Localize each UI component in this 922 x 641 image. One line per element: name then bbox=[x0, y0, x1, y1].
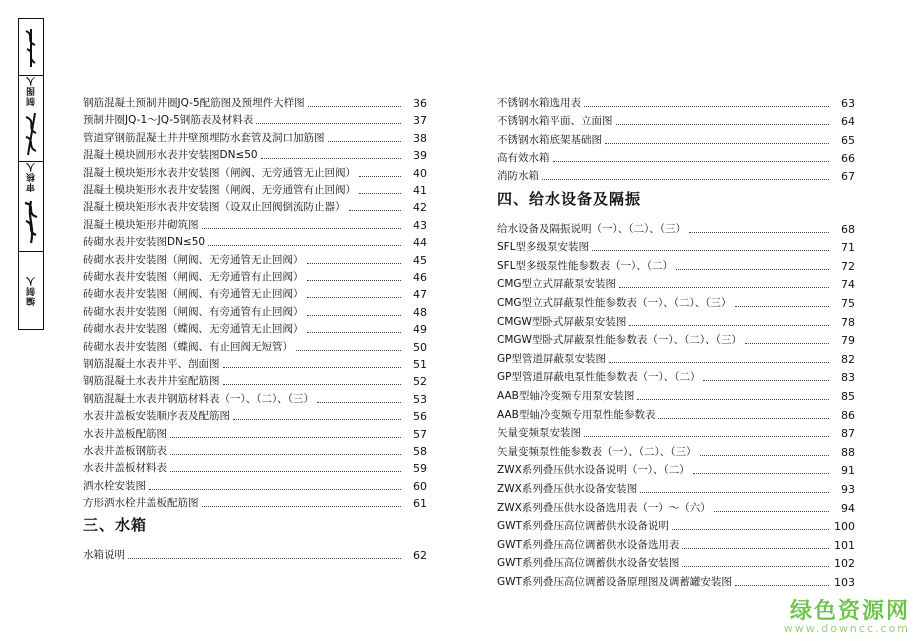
toc-entry-title: 消防水箱 bbox=[497, 170, 539, 183]
toc-entry[interactable] bbox=[497, 294, 855, 310]
toc-entry-page: 67 bbox=[841, 170, 855, 184]
dot-leader bbox=[609, 362, 829, 363]
toc-entry[interactable] bbox=[497, 149, 855, 165]
toc-entry-title: CMGW型卧式屏蔽泵性能参数表（一）、（二）、（三） bbox=[497, 334, 742, 347]
dot-leader bbox=[703, 380, 829, 381]
toc-entry[interactable] bbox=[497, 554, 855, 570]
toc-entry-title: 钢筋混凝土预制井圈JQ-5配筋图及预埋件大样图 bbox=[83, 97, 305, 109]
toc-entry[interactable] bbox=[83, 94, 427, 110]
toc-entry[interactable] bbox=[83, 164, 427, 180]
toc-entry[interactable] bbox=[83, 355, 427, 371]
dot-leader bbox=[307, 332, 402, 333]
toc-entry[interactable] bbox=[497, 461, 855, 477]
toc-entry[interactable] bbox=[83, 233, 427, 249]
toc-entry-page: 52 bbox=[413, 375, 427, 389]
toc-entry[interactable] bbox=[497, 443, 855, 459]
dot-leader bbox=[233, 419, 401, 420]
dot-leader bbox=[592, 250, 829, 251]
toc-entry-page: 58 bbox=[413, 445, 427, 458]
toc-entry-title: GP型管道屏蔽电泵性能参数表（一）、（二） bbox=[497, 371, 701, 384]
dot-leader bbox=[170, 471, 401, 472]
toc-entry-page: 74 bbox=[841, 278, 855, 292]
dot-leader bbox=[296, 350, 401, 351]
toc-entry-title: GWT系列叠压高位调蓄供水设备安装图 bbox=[497, 557, 680, 570]
toc-entry-page: 101 bbox=[834, 538, 855, 552]
dot-leader bbox=[307, 280, 402, 281]
toc-entry[interactable] bbox=[83, 320, 427, 336]
dot-leader bbox=[619, 287, 829, 288]
toc-entry[interactable] bbox=[83, 268, 427, 284]
section-heading: 四、给水设备及隔振 bbox=[497, 189, 642, 208]
watermark-logo-text: 绿色资源网 bbox=[789, 599, 910, 624]
toc-entry[interactable] bbox=[497, 131, 855, 147]
dot-leader bbox=[307, 297, 402, 298]
toc-entry-page: 38 bbox=[413, 131, 427, 145]
dot-leader bbox=[317, 402, 401, 403]
toc-entry[interactable] bbox=[83, 494, 427, 510]
dot-leader bbox=[359, 176, 401, 177]
toc-entry-title: CMG型立式屏蔽泵安装图 bbox=[497, 278, 617, 291]
toc-entry[interactable] bbox=[497, 573, 855, 589]
dot-leader bbox=[307, 315, 402, 316]
toc-entry-page: 56 bbox=[413, 410, 427, 424]
toc-entry-title: 砖砌水表井安装图（闸阀、有旁通管无止回阀） bbox=[83, 288, 304, 301]
toc-entry[interactable] bbox=[497, 313, 855, 329]
toc-entry-page: 85 bbox=[841, 389, 855, 403]
toc-entry[interactable] bbox=[83, 181, 427, 197]
toc-entry-title: 高有效水箱 bbox=[497, 151, 550, 164]
toc-entry-title: 砖砌水表井安装图（闸阀、无旁通管无止回阀） bbox=[83, 253, 304, 266]
toc-entry-title: 预制井圈JQ-1～JQ-5钢筋表及材料表 bbox=[83, 114, 254, 127]
toc-entry-title: 钢筋混凝土水表井钢筋材料表（一）、（二）、（三） bbox=[83, 392, 314, 405]
toc-entry-page: 43 bbox=[413, 218, 427, 232]
toc-entry-title: 矢量变频泵安装图 bbox=[497, 427, 581, 440]
toc-entry-title: GWT系列叠压高位调蓄设备原理图及调蓄罐安装图 bbox=[497, 575, 732, 588]
toc-entry-page: 87 bbox=[841, 427, 855, 441]
toc-entry[interactable] bbox=[83, 285, 427, 301]
dot-leader bbox=[584, 106, 829, 107]
toc-entry-page: 42 bbox=[413, 201, 427, 215]
toc-entry-page: 44 bbox=[413, 236, 427, 250]
toc-entry-title: SFL型多级泵安装图 bbox=[497, 241, 590, 254]
toc-entry-page: 46 bbox=[413, 271, 427, 284]
toc-entry-page: 40 bbox=[413, 166, 427, 180]
dot-leader bbox=[261, 158, 401, 159]
toc-entry-title: 混凝土模块矩形井砌筑图 bbox=[83, 218, 199, 231]
toc-entry-title: 混凝土模块矩形水表井安装图（设双止回阀倒流防止器） bbox=[83, 201, 346, 214]
toc-entry-title: 砖砌水表井安装图DN≤50 bbox=[83, 236, 206, 249]
toc-entry-page: 63 bbox=[841, 97, 855, 110]
toc-entry[interactable] bbox=[83, 251, 427, 267]
dot-leader bbox=[202, 506, 402, 507]
sidebar-label-editor: 编制人 bbox=[19, 251, 43, 330]
toc-entry-page: 60 bbox=[413, 479, 427, 493]
toc-entry-page: 102 bbox=[834, 557, 855, 571]
watermark-url: www.downcc.com bbox=[783, 622, 910, 635]
dot-leader bbox=[714, 511, 829, 512]
toc-entry-page: 51 bbox=[413, 358, 427, 371]
toc-entry[interactable] bbox=[83, 372, 427, 388]
toc-entry-page: 75 bbox=[841, 296, 855, 310]
dot-leader bbox=[359, 193, 401, 194]
toc-entry-title: 不锈钢水箱底架基础图 bbox=[497, 133, 602, 146]
toc-entry-title: AAB型轴冷变频专用泵性能参数表 bbox=[497, 408, 656, 421]
toc-entry-page: 50 bbox=[413, 340, 427, 354]
toc-entry[interactable] bbox=[83, 459, 427, 475]
toc-entry[interactable] bbox=[83, 425, 427, 441]
toc-entry[interactable] bbox=[83, 303, 427, 319]
signature-strip bbox=[18, 18, 44, 330]
toc-entry-page: 79 bbox=[841, 334, 855, 348]
toc-entry-page: 49 bbox=[413, 323, 427, 337]
toc-entry-title: 钢筋混凝土水表井井室配筋图 bbox=[83, 375, 220, 388]
toc-entry-title: CMGW型卧式屏蔽泵安装图 bbox=[497, 315, 627, 328]
toc-entry-page: 86 bbox=[841, 408, 855, 422]
toc-entry-title: 给水设备及隔振说明（一）、（二）、（三） bbox=[497, 222, 686, 235]
toc-entry[interactable] bbox=[83, 390, 427, 406]
toc-entry-title: 混凝土模块圆形水表井安装图DN≤50 bbox=[83, 149, 258, 162]
toc-entry-title: ZWX系列叠压供水设备选用表（一）～（六） bbox=[497, 501, 711, 514]
toc-entry-page: 82 bbox=[841, 352, 855, 366]
toc-entry[interactable] bbox=[83, 111, 427, 127]
toc-entry-page: 45 bbox=[413, 253, 427, 267]
toc-entry-title: GWT系列叠压高位调蓄供水设备说明 bbox=[497, 520, 669, 533]
toc-entry-page: 103 bbox=[834, 575, 855, 589]
toc-entry-page: 39 bbox=[413, 149, 427, 163]
dot-leader bbox=[735, 585, 829, 586]
toc-entry[interactable] bbox=[497, 331, 855, 347]
toc-entry[interactable] bbox=[497, 406, 855, 422]
dot-leader bbox=[328, 141, 402, 142]
dot-leader bbox=[682, 566, 829, 567]
toc-entry[interactable] bbox=[497, 368, 855, 384]
toc-entry-title: 水表井盖板安装顺序表及配筋图 bbox=[83, 410, 230, 423]
toc-entry-title: CMG型立式屏蔽泵性能参数表（一）、（二）、（三） bbox=[497, 296, 732, 309]
toc-entry-page: 66 bbox=[841, 151, 855, 165]
dot-leader bbox=[307, 263, 402, 264]
toc-entry-title: GP型管道屏蔽泵安装图 bbox=[497, 352, 606, 365]
toc-entry[interactable] bbox=[497, 257, 855, 273]
toc-entry[interactable] bbox=[497, 424, 855, 440]
sidebar-label-drafter: 制图人 bbox=[19, 75, 43, 106]
toc-entry-page: 68 bbox=[841, 222, 855, 236]
dot-leader bbox=[256, 123, 401, 124]
toc-entry-page: 88 bbox=[841, 445, 855, 459]
toc-entry-title: 砖砌水表井安装图（蝶阀、有止回阀无短管） bbox=[83, 340, 293, 353]
toc-entry-page: 72 bbox=[841, 259, 855, 273]
toc-entry-title: 水箱说明 bbox=[83, 548, 125, 561]
toc-entry-page: 78 bbox=[841, 315, 855, 329]
dot-leader bbox=[208, 245, 401, 246]
toc-entry-page: 48 bbox=[413, 305, 427, 319]
toc-entry[interactable] bbox=[497, 220, 855, 236]
dot-leader bbox=[672, 529, 829, 530]
toc-entry[interactable] bbox=[497, 238, 855, 254]
toc-entry-title: 水表井盖板配筋图 bbox=[83, 427, 167, 440]
dot-leader bbox=[170, 454, 401, 455]
dot-leader bbox=[149, 489, 401, 490]
dot-leader bbox=[629, 325, 829, 326]
toc-entry-page: 57 bbox=[413, 427, 427, 441]
toc-entry[interactable] bbox=[497, 94, 855, 110]
dot-leader bbox=[128, 558, 401, 559]
dot-leader bbox=[640, 492, 829, 493]
toc-entry-page: 47 bbox=[413, 288, 427, 302]
toc-entry[interactable] bbox=[83, 442, 427, 458]
toc-entry-title: 方形洒水栓井盖板配筋图 bbox=[83, 497, 199, 510]
dot-leader bbox=[170, 437, 401, 438]
toc-entry-title: 砖砌水表井安装图（闸阀、无旁通管有止回阀） bbox=[83, 271, 304, 283]
toc-entry[interactable] bbox=[497, 536, 855, 552]
toc-entry-title: 洒水栓安装图 bbox=[83, 479, 146, 492]
toc-entry[interactable] bbox=[497, 350, 855, 366]
toc-entry-page: 59 bbox=[413, 462, 427, 476]
dot-leader bbox=[637, 399, 829, 400]
dot-leader bbox=[223, 384, 402, 385]
toc-entry-title: SFL型多级泵性能参数表（一）、（二） bbox=[497, 259, 674, 272]
dot-leader bbox=[700, 455, 830, 456]
toc-entry[interactable] bbox=[497, 499, 855, 515]
dot-leader bbox=[676, 269, 829, 270]
toc-entry-title: 管道穿钢筋混凝土井井壁预埋防水套管及洞口加筋图 bbox=[83, 131, 325, 144]
watermark bbox=[784, 594, 910, 635]
toc-entry[interactable] bbox=[83, 216, 427, 232]
toc-entry-title: 砖砌水表井安装图（蝶阀、无旁通管无止回阀） bbox=[83, 323, 304, 336]
toc-entry-page: 62 bbox=[413, 548, 427, 562]
toc-entry-title: ZWX系列叠压供水设备安装图 bbox=[497, 482, 638, 495]
dot-leader bbox=[616, 124, 830, 125]
toc-entry[interactable] bbox=[83, 146, 427, 162]
toc-entry-page: 61 bbox=[413, 497, 427, 511]
toc-entry[interactable] bbox=[497, 275, 855, 291]
dot-leader bbox=[223, 367, 402, 368]
toc-entry[interactable] bbox=[497, 387, 855, 403]
toc-entry-page: 36 bbox=[413, 97, 427, 110]
toc-entry[interactable] bbox=[83, 198, 427, 214]
signature-mark bbox=[23, 27, 39, 71]
toc-entry-page: 100 bbox=[834, 520, 855, 534]
dot-leader bbox=[689, 232, 829, 233]
dot-leader bbox=[584, 436, 829, 437]
dot-leader bbox=[542, 179, 829, 180]
toc-entry-title: 混凝土模块矩形水表井安装图（闸阀、无旁通管有止回阀） bbox=[83, 184, 356, 196]
toc-entry-title: 砖砌水表井安装图（闸阀、有旁通管有止回阀） bbox=[83, 305, 304, 318]
toc-entry[interactable] bbox=[497, 517, 855, 533]
toc-entry-page: 94 bbox=[841, 501, 855, 515]
dot-leader bbox=[202, 228, 402, 229]
toc-entry-page: 93 bbox=[841, 482, 855, 496]
toc-entry-title: 混凝土模块矩形水表井安装图（闸阀、无旁通管无止回阀） bbox=[83, 166, 356, 179]
signature-mark bbox=[23, 197, 39, 245]
dot-leader bbox=[308, 106, 401, 107]
toc-entry[interactable] bbox=[83, 407, 427, 423]
toc-entry-page: 64 bbox=[841, 115, 855, 129]
toc-entry[interactable] bbox=[497, 112, 855, 128]
toc-entry[interactable] bbox=[83, 338, 427, 354]
section-heading: 三、水箱 bbox=[83, 515, 148, 534]
dot-leader bbox=[693, 473, 829, 474]
toc-entry[interactable] bbox=[83, 129, 427, 145]
toc-entry-page: 65 bbox=[841, 133, 855, 147]
dot-leader bbox=[745, 343, 829, 344]
toc-entry-title: 水表井盖板材料表 bbox=[83, 462, 167, 475]
dot-leader bbox=[682, 548, 829, 549]
toc-entry-page: 91 bbox=[841, 464, 855, 478]
signature-mark bbox=[23, 111, 39, 157]
toc-entry-page: 53 bbox=[413, 392, 427, 406]
dot-leader bbox=[658, 418, 829, 419]
toc-entry-title: 矢量变频泵性能参数表（一）、（二）、（三） bbox=[497, 445, 697, 458]
toc-entry-title: AAB型轴冷变频专用泵安装图 bbox=[497, 389, 635, 402]
toc-entry-title: 不锈钢水箱选用表 bbox=[497, 97, 581, 109]
sidebar-label-reviewer: 审核人 bbox=[19, 161, 43, 192]
toc-entry-title: ZWX系列叠压供水设备说明（一）、（二） bbox=[497, 464, 690, 477]
toc-entry[interactable] bbox=[83, 477, 427, 493]
dot-leader bbox=[553, 161, 830, 162]
toc-entry-title: GWT系列叠压高位调蓄供水设备选用表 bbox=[497, 538, 680, 551]
dot-leader bbox=[349, 210, 402, 211]
dot-leader bbox=[735, 306, 829, 307]
toc-entry-page: 41 bbox=[413, 184, 427, 197]
toc-entry-title: 不锈钢水箱平面、立面图 bbox=[497, 115, 613, 128]
toc-entry-title: 钢筋混凝土水表井平、剖面图 bbox=[83, 358, 220, 370]
toc-entry-page: 37 bbox=[413, 114, 427, 128]
toc-entry-page: 71 bbox=[841, 241, 855, 255]
toc-entry[interactable] bbox=[497, 167, 855, 183]
toc-entry[interactable] bbox=[83, 546, 427, 562]
toc-entry-page: 83 bbox=[841, 371, 855, 385]
toc-entry[interactable] bbox=[497, 480, 855, 496]
toc-entry-title: 水表井盖板钢筋表 bbox=[83, 445, 167, 457]
dot-leader bbox=[605, 143, 829, 144]
